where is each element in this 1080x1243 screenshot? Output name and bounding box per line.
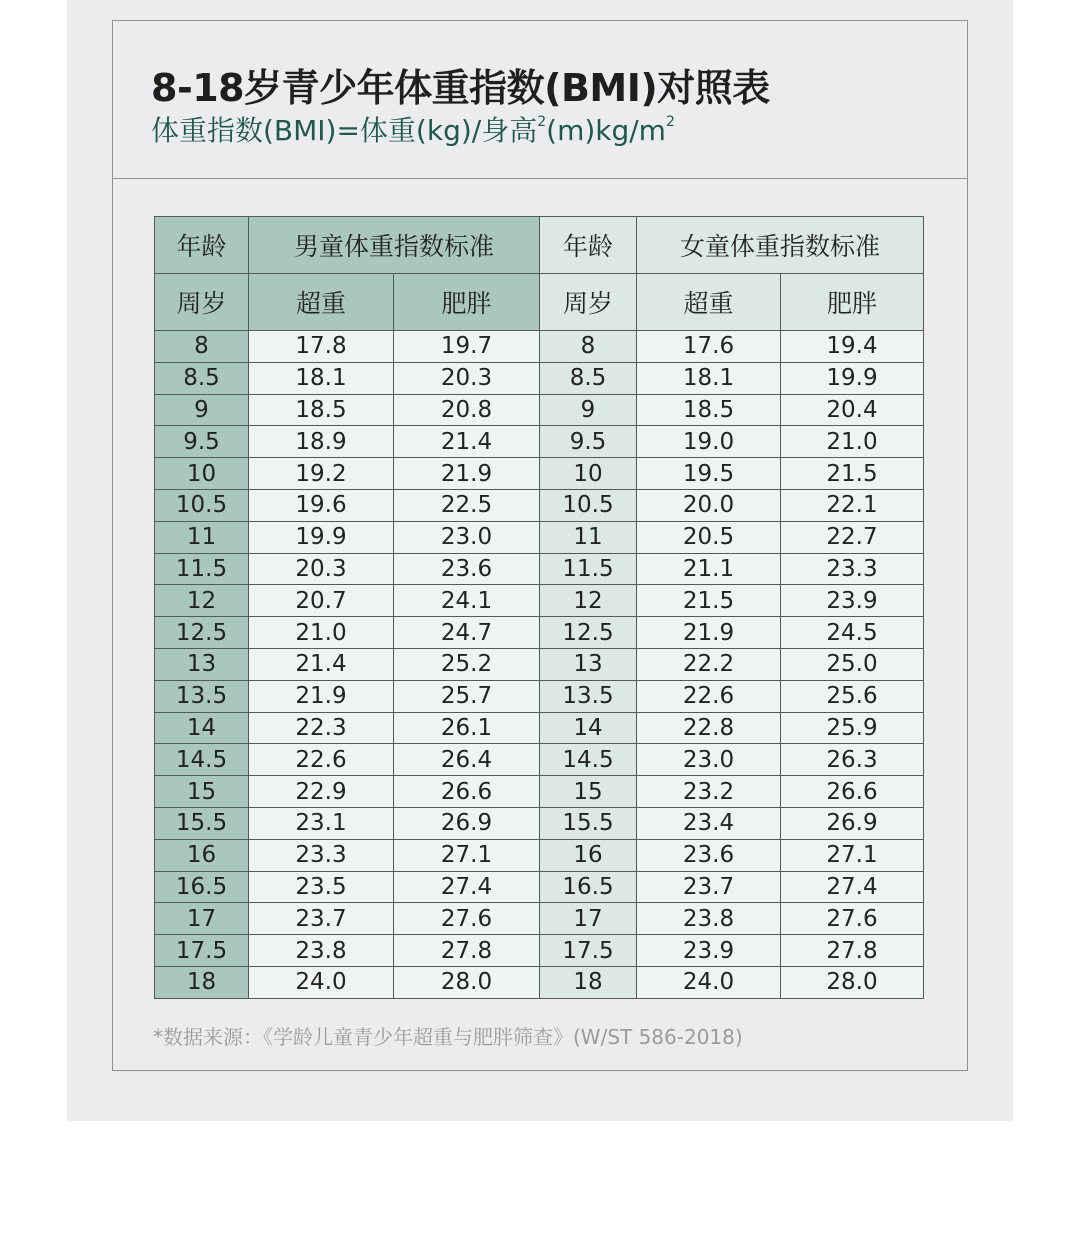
girl-overweight-cell: 18.1	[637, 362, 781, 394]
girl-age-cell: 16	[540, 839, 637, 871]
girl-overweight-cell: 19.0	[637, 426, 781, 458]
boy-age-cell: 15.5	[155, 807, 249, 839]
boy-overweight-cell: 18.1	[249, 362, 394, 394]
formula-superscript-2: 2	[665, 114, 675, 130]
boy-age-cell: 16	[155, 839, 249, 871]
table-body	[155, 331, 924, 999]
girls-age-header: 年龄	[540, 217, 637, 274]
table-row	[155, 394, 924, 426]
boys-age-unit-header: 周岁	[155, 274, 249, 331]
boy-overweight-cell: 18.9	[249, 426, 394, 458]
formula-main: 体重指数(BMI)=体重(kg)/身高	[151, 114, 538, 147]
girl-obese-cell: 26.6	[781, 776, 924, 808]
girl-obese-cell: 22.7	[781, 521, 924, 553]
girl-age-cell: 12.5	[540, 617, 637, 649]
girl-obese-cell: 26.3	[781, 744, 924, 776]
table-row	[155, 521, 924, 553]
girl-obese-cell: 27.6	[781, 903, 924, 935]
girl-obese-cell: 28.0	[781, 966, 924, 998]
boy-overweight-cell: 23.8	[249, 935, 394, 967]
card-header	[113, 21, 967, 179]
girl-age-cell: 9	[540, 394, 637, 426]
girl-obese-cell: 20.4	[781, 394, 924, 426]
table-row	[155, 839, 924, 871]
girl-obese-cell: 27.4	[781, 871, 924, 903]
boy-overweight-cell: 22.9	[249, 776, 394, 808]
boy-age-cell: 14	[155, 712, 249, 744]
boy-age-cell: 13.5	[155, 680, 249, 712]
girl-overweight-cell: 23.8	[637, 903, 781, 935]
boy-overweight-cell: 24.0	[249, 966, 394, 998]
boy-overweight-cell: 21.4	[249, 648, 394, 680]
girl-age-cell: 12	[540, 585, 637, 617]
table-row	[155, 331, 924, 363]
boy-obese-cell: 19.7	[394, 331, 540, 363]
bmi-formula	[151, 109, 675, 149]
girl-obese-cell: 24.5	[781, 617, 924, 649]
girl-age-cell: 11.5	[540, 553, 637, 585]
boy-overweight-cell: 23.3	[249, 839, 394, 871]
boy-overweight-cell: 22.3	[249, 712, 394, 744]
boy-obese-cell: 27.4	[394, 871, 540, 903]
girl-obese-cell: 27.8	[781, 935, 924, 967]
girl-obese-cell: 25.0	[781, 648, 924, 680]
boy-obese-cell: 25.7	[394, 680, 540, 712]
boy-obese-cell: 24.1	[394, 585, 540, 617]
boy-age-cell: 16.5	[155, 871, 249, 903]
girl-obese-cell: 21.0	[781, 426, 924, 458]
girl-overweight-cell: 21.1	[637, 553, 781, 585]
bmi-table	[154, 216, 924, 999]
girl-obese-cell: 25.9	[781, 712, 924, 744]
boy-overweight-cell: 23.7	[249, 903, 394, 935]
bmi-card	[112, 20, 968, 1071]
boy-obese-cell: 26.1	[394, 712, 540, 744]
boy-age-cell: 14.5	[155, 744, 249, 776]
boys-obese-header: 肥胖	[394, 274, 540, 331]
boy-overweight-cell: 19.2	[249, 458, 394, 490]
boy-age-cell: 8	[155, 331, 249, 363]
girl-age-cell: 8	[540, 331, 637, 363]
boy-overweight-cell: 17.8	[249, 331, 394, 363]
boy-obese-cell: 20.3	[394, 362, 540, 394]
boy-obese-cell: 26.9	[394, 807, 540, 839]
girl-age-cell: 9.5	[540, 426, 637, 458]
table-row	[155, 807, 924, 839]
table-row	[155, 553, 924, 585]
table-header-row-2	[155, 274, 924, 331]
girl-overweight-cell: 17.6	[637, 331, 781, 363]
table-row	[155, 617, 924, 649]
girl-overweight-cell: 20.5	[637, 521, 781, 553]
table-row	[155, 776, 924, 808]
boy-overweight-cell: 19.9	[249, 521, 394, 553]
girl-overweight-cell: 22.2	[637, 648, 781, 680]
table-row	[155, 458, 924, 490]
boy-age-cell: 8.5	[155, 362, 249, 394]
boy-age-cell: 9	[155, 394, 249, 426]
boy-age-cell: 12.5	[155, 617, 249, 649]
boy-age-cell: 11.5	[155, 553, 249, 585]
boy-obese-cell: 27.1	[394, 839, 540, 871]
boy-age-cell: 9.5	[155, 426, 249, 458]
boys-overweight-header: 超重	[249, 274, 394, 331]
boy-obese-cell: 27.6	[394, 903, 540, 935]
girl-overweight-cell: 22.6	[637, 680, 781, 712]
girl-overweight-cell: 22.8	[637, 712, 781, 744]
girl-age-cell: 13	[540, 648, 637, 680]
boy-obese-cell: 25.2	[394, 648, 540, 680]
girls-age-unit-header: 周岁	[540, 274, 637, 331]
girl-overweight-cell: 23.4	[637, 807, 781, 839]
girl-overweight-cell: 19.5	[637, 458, 781, 490]
data-source-note: *数据来源：《学龄儿童青少年超重与肥胖筛查》(W/ST 586-2018)	[153, 1025, 743, 1049]
boy-overweight-cell: 20.3	[249, 553, 394, 585]
page-title: 8-18岁青少年体重指数(BMI)对照表	[151, 66, 770, 110]
boy-obese-cell: 23.6	[394, 553, 540, 585]
table-row	[155, 744, 924, 776]
table-row	[155, 648, 924, 680]
girl-obese-cell: 23.9	[781, 585, 924, 617]
boy-obese-cell: 21.4	[394, 426, 540, 458]
boy-obese-cell: 20.8	[394, 394, 540, 426]
girls-overweight-header: 超重	[637, 274, 781, 331]
girl-overweight-cell: 23.7	[637, 871, 781, 903]
boy-obese-cell: 26.6	[394, 776, 540, 808]
boy-age-cell: 10.5	[155, 489, 249, 521]
boy-overweight-cell: 21.9	[249, 680, 394, 712]
girl-age-cell: 10	[540, 458, 637, 490]
girl-age-cell: 10.5	[540, 489, 637, 521]
girl-obese-cell: 25.6	[781, 680, 924, 712]
boy-overweight-cell: 23.1	[249, 807, 394, 839]
boy-age-cell: 12	[155, 585, 249, 617]
boy-age-cell: 11	[155, 521, 249, 553]
girl-obese-cell: 21.5	[781, 458, 924, 490]
table-row	[155, 585, 924, 617]
girl-obese-cell: 23.3	[781, 553, 924, 585]
girl-overweight-cell: 23.2	[637, 776, 781, 808]
girl-age-cell: 11	[540, 521, 637, 553]
girl-overweight-cell: 23.0	[637, 744, 781, 776]
girl-age-cell: 18	[540, 966, 637, 998]
boy-obese-cell: 21.9	[394, 458, 540, 490]
girl-overweight-cell: 23.9	[637, 935, 781, 967]
girl-age-cell: 15.5	[540, 807, 637, 839]
boy-obese-cell: 28.0	[394, 966, 540, 998]
girl-obese-cell: 22.1	[781, 489, 924, 521]
table-row	[155, 903, 924, 935]
girl-age-cell: 17.5	[540, 935, 637, 967]
girl-age-cell: 14	[540, 712, 637, 744]
boy-age-cell: 13	[155, 648, 249, 680]
girls-group-header: 女童体重指数标准	[637, 217, 924, 274]
table-row	[155, 426, 924, 458]
table-row	[155, 362, 924, 394]
table-row	[155, 871, 924, 903]
girl-overweight-cell: 21.9	[637, 617, 781, 649]
girl-age-cell: 16.5	[540, 871, 637, 903]
boy-overweight-cell: 19.6	[249, 489, 394, 521]
boy-obese-cell: 23.0	[394, 521, 540, 553]
boy-obese-cell: 22.5	[394, 489, 540, 521]
boy-overweight-cell: 20.7	[249, 585, 394, 617]
table-row	[155, 489, 924, 521]
boy-age-cell: 10	[155, 458, 249, 490]
girl-obese-cell: 26.9	[781, 807, 924, 839]
formula-superscript-1: 2	[537, 114, 547, 130]
boys-age-header: 年龄	[155, 217, 249, 274]
girl-overweight-cell: 24.0	[637, 966, 781, 998]
girl-age-cell: 17	[540, 903, 637, 935]
boys-group-header: 男童体重指数标准	[249, 217, 540, 274]
girls-obese-header: 肥胖	[781, 274, 924, 331]
table-row	[155, 712, 924, 744]
boy-overweight-cell: 21.0	[249, 617, 394, 649]
girl-overweight-cell: 23.6	[637, 839, 781, 871]
girl-obese-cell: 27.1	[781, 839, 924, 871]
table-row	[155, 966, 924, 998]
boy-overweight-cell: 23.5	[249, 871, 394, 903]
girl-overweight-cell: 21.5	[637, 585, 781, 617]
girl-age-cell: 15	[540, 776, 637, 808]
girl-obese-cell: 19.9	[781, 362, 924, 394]
boy-age-cell: 17.5	[155, 935, 249, 967]
formula-unit: (m)kg/m	[546, 114, 666, 147]
boy-obese-cell: 24.7	[394, 617, 540, 649]
boy-age-cell: 17	[155, 903, 249, 935]
boy-obese-cell: 26.4	[394, 744, 540, 776]
boy-age-cell: 18	[155, 966, 249, 998]
girl-age-cell: 14.5	[540, 744, 637, 776]
girl-overweight-cell: 20.0	[637, 489, 781, 521]
table-header-row-1	[155, 217, 924, 274]
boy-age-cell: 15	[155, 776, 249, 808]
girl-obese-cell: 19.4	[781, 331, 924, 363]
boy-overweight-cell: 22.6	[249, 744, 394, 776]
table-row	[155, 935, 924, 967]
girl-overweight-cell: 18.5	[637, 394, 781, 426]
boy-obese-cell: 27.8	[394, 935, 540, 967]
girl-age-cell: 13.5	[540, 680, 637, 712]
table-row	[155, 680, 924, 712]
girl-age-cell: 8.5	[540, 362, 637, 394]
boy-overweight-cell: 18.5	[249, 394, 394, 426]
